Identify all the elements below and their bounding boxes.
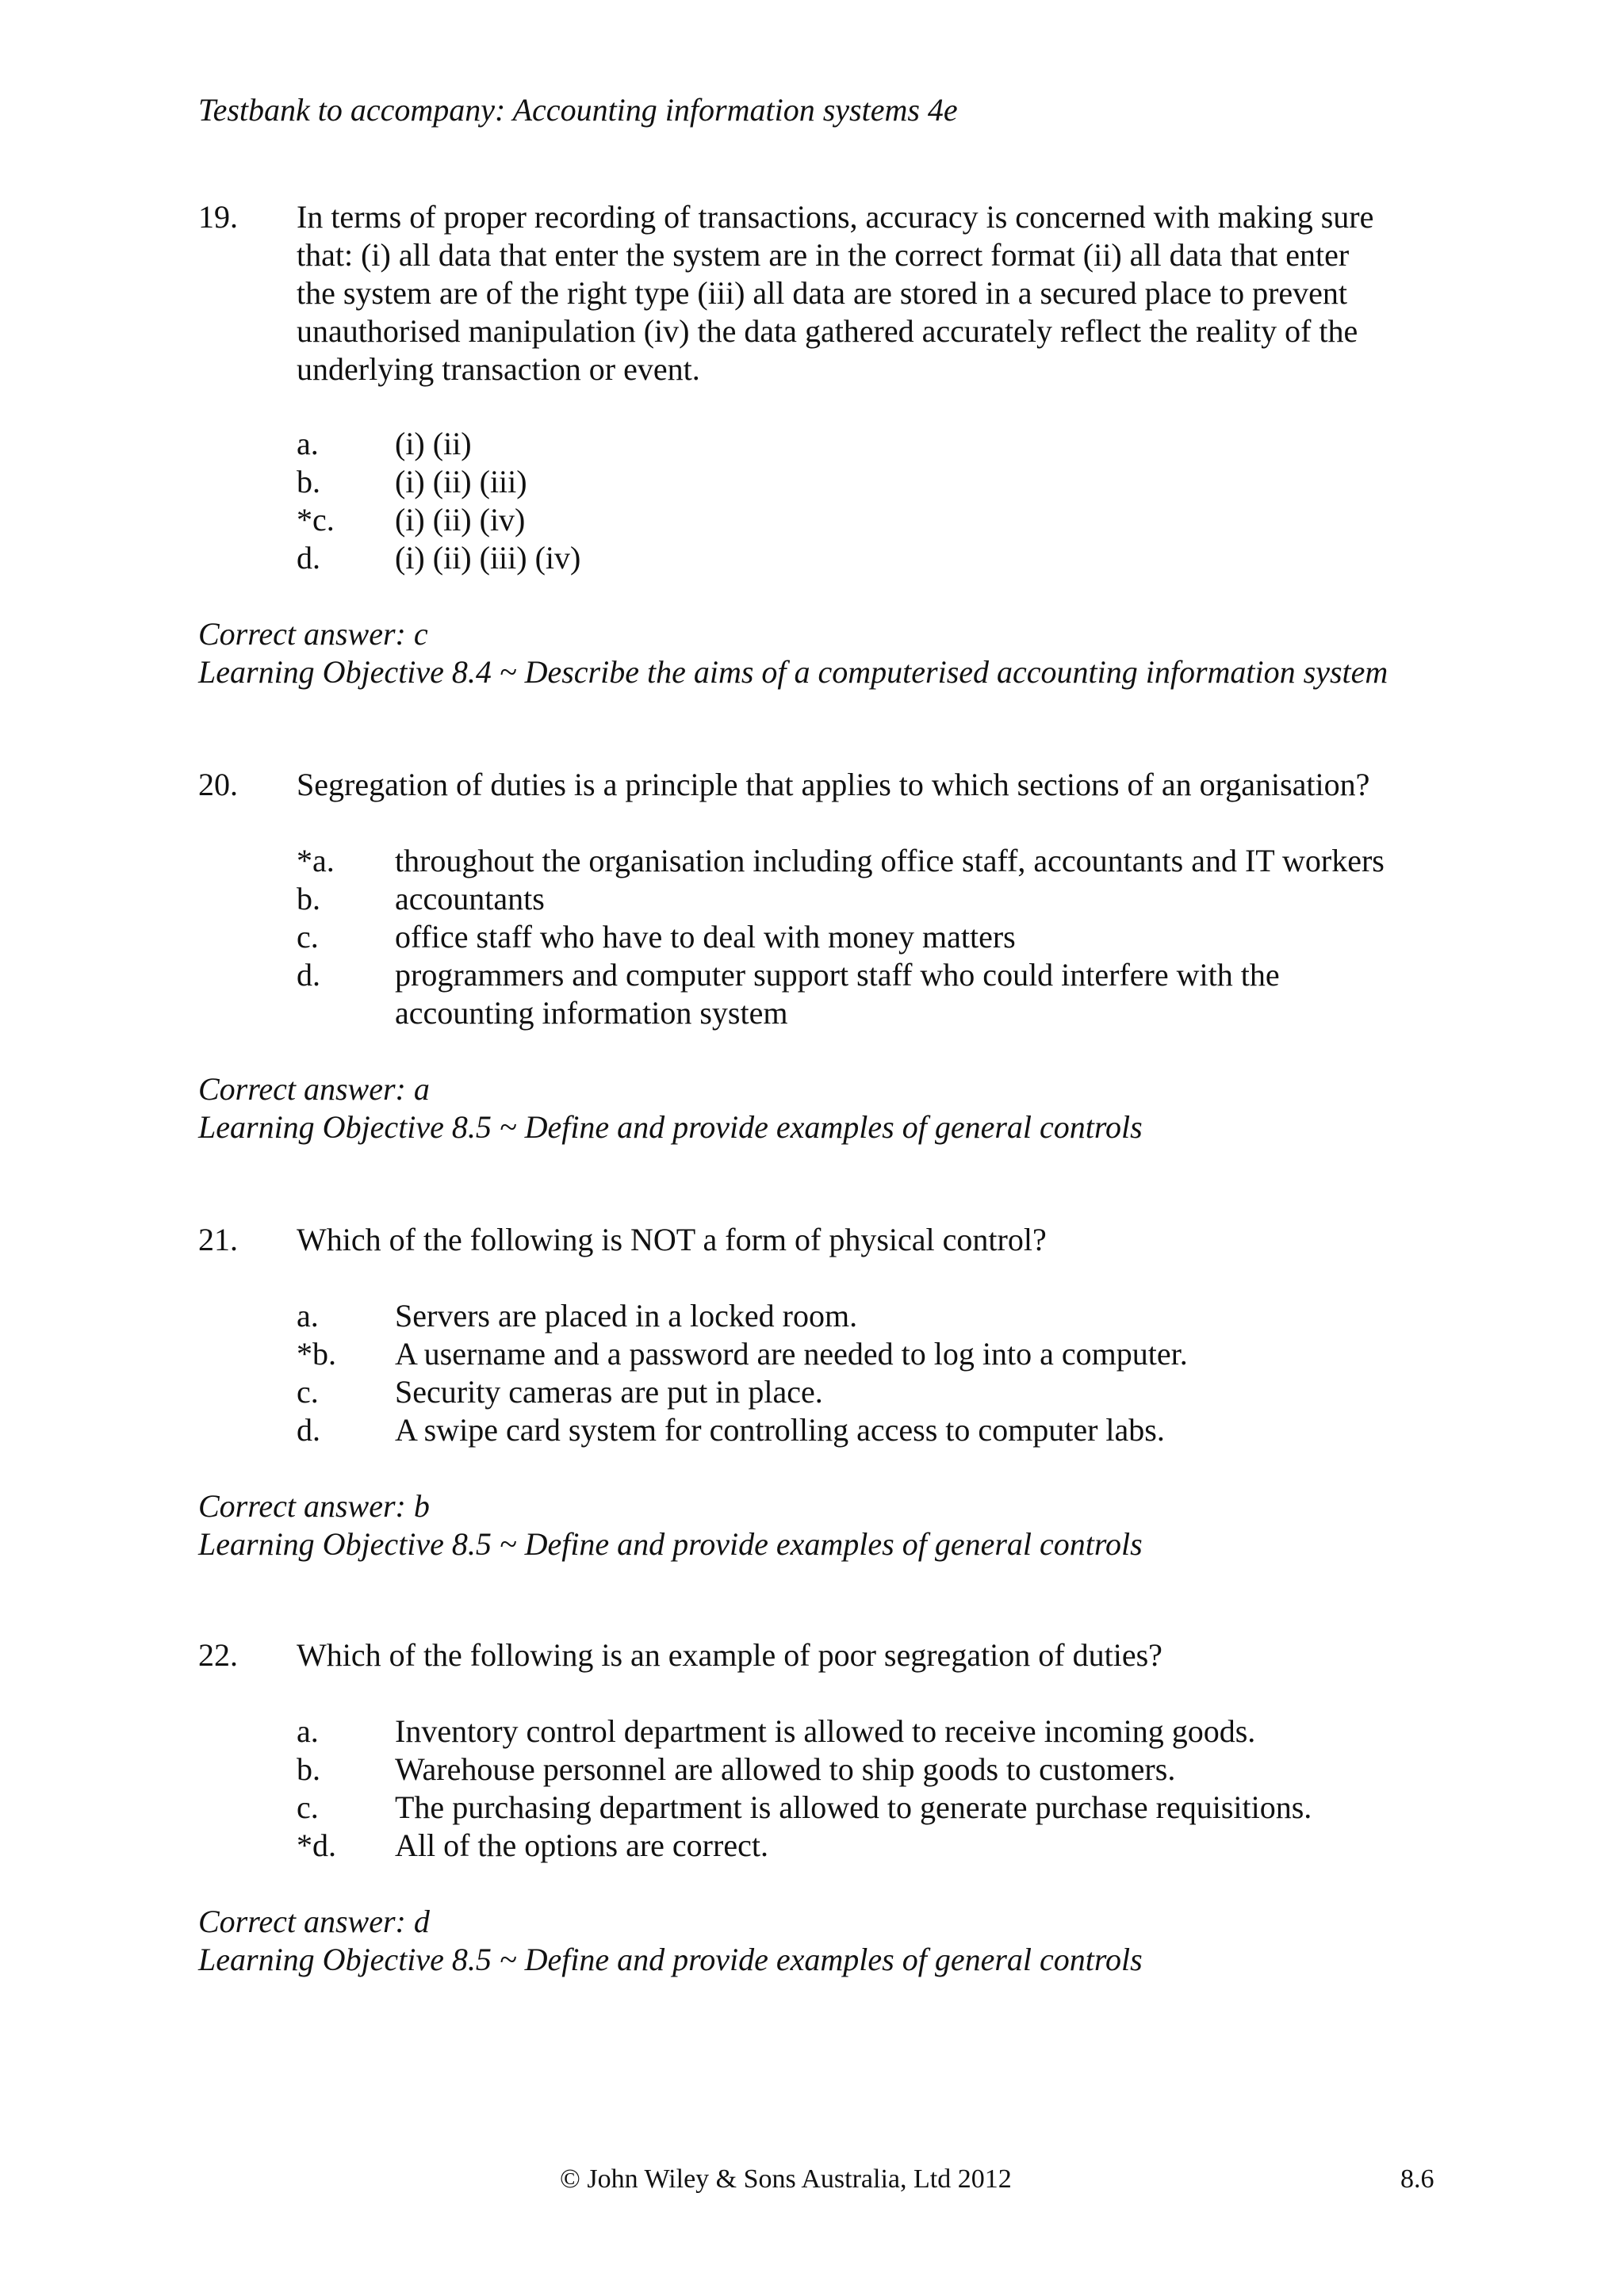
question-number: 20. — [198, 767, 238, 802]
option-label: *c. — [297, 502, 335, 538]
option-text: (i) (ii) (iv) — [395, 502, 526, 538]
option-label: *b. — [297, 1336, 336, 1372]
option-d — [297, 956, 1624, 1031]
option-a — [297, 425, 1624, 463]
correct-answer: Correct answer: b — [198, 1488, 430, 1524]
option-text: A swipe card system for controlling access to computer labs. — [395, 1412, 1165, 1448]
option-text: Security cameras are put in place. — [395, 1374, 823, 1410]
learning-objective: Learning Objective 8.5 ~ Define and provide examples of general controls — [198, 1526, 1143, 1562]
option-label: c. — [297, 1789, 319, 1825]
option-c — [297, 918, 1624, 956]
option-text: All of the options are correct. — [395, 1827, 768, 1863]
option-text: (i) (ii) — [395, 426, 472, 461]
option-b — [297, 880, 1624, 918]
option-label: c. — [297, 1374, 319, 1410]
learning-objective: Learning Objective 8.5 ~ Define and provide examples of general controls — [198, 1109, 1143, 1145]
option-label: *d. — [297, 1827, 336, 1863]
option-text: programmers and computer support staff who could interfere with the accounting information system — [395, 957, 1280, 1031]
option-label: *a. — [297, 843, 335, 878]
option-b — [297, 463, 1624, 501]
question-text: Which of the following is NOT a form of physical control? — [297, 1222, 1047, 1257]
question-number: 19. — [198, 199, 238, 235]
option-c — [297, 1789, 1624, 1827]
question-number: 22. — [198, 1637, 238, 1673]
option-c — [297, 1373, 1624, 1411]
option-text: Servers are placed in a locked room. — [395, 1298, 858, 1334]
correct-answer: Correct answer: a — [198, 1071, 430, 1107]
option-a — [297, 1712, 1624, 1751]
option-label: a. — [297, 1298, 319, 1334]
question-number: 21. — [198, 1222, 238, 1257]
option-text: (i) (ii) (iii) — [395, 464, 527, 499]
option-text: Warehouse personnel are allowed to ship goods to customers. — [395, 1751, 1176, 1787]
option-text: A username and a password are needed to log into a computer. — [395, 1336, 1188, 1372]
option-label: b. — [297, 464, 320, 499]
question-text: In terms of proper recording of transactions, accuracy is concerned with making sure that: (i) all data that enter the system are in the correct format (ii) all data that enter the system are of the right type (iii) all data are stored in a secured place to prevent unauthorised manipulation (iv) the data gathered accurately reflect the reality of the underlying transaction or event. — [297, 199, 1374, 387]
copyright-footer: © John Wiley & Sons Australia, Ltd 2012 — [560, 2164, 1012, 2194]
option-label: d. — [297, 540, 320, 576]
option-text: (i) (ii) (iii) (iv) — [395, 540, 581, 576]
option-b — [297, 1335, 1624, 1373]
option-b — [297, 1751, 1624, 1789]
question-text: Which of the following is an example of poor segregation of duties? — [297, 1637, 1162, 1673]
option-d — [297, 1411, 1624, 1449]
option-label: b. — [297, 881, 320, 916]
option-a — [297, 842, 1624, 880]
learning-objective: Learning Objective 8.5 ~ Define and provide examples of general controls — [198, 1942, 1143, 1977]
option-c — [297, 501, 1624, 539]
option-text: Inventory control department is allowed to receive incoming goods. — [395, 1713, 1256, 1749]
question-text: Segregation of duties is a principle that applies to which sections of an organisation? — [297, 767, 1370, 802]
correct-answer: Correct answer: c — [198, 616, 428, 652]
option-label: a. — [297, 1713, 319, 1749]
option-text: accountants — [395, 881, 545, 916]
correct-answer: Correct answer: d — [198, 1904, 430, 1939]
option-d — [297, 539, 1624, 577]
running-header: Testbank to accompany: Accounting information systems 4e — [198, 92, 958, 128]
option-text: throughout the organisation including office staff, accountants and IT workers — [395, 843, 1385, 878]
page-number: 8.6 — [1400, 2164, 1434, 2194]
option-label: d. — [297, 957, 320, 993]
option-label: c. — [297, 919, 319, 955]
option-label: a. — [297, 426, 319, 461]
option-label: b. — [297, 1751, 320, 1787]
option-a — [297, 1297, 1624, 1335]
option-label: d. — [297, 1412, 320, 1448]
option-text: The purchasing department is allowed to generate purchase requisitions. — [395, 1789, 1312, 1825]
learning-objective: Learning Objective 8.4 ~ Describe the aims of a computerised accounting information system — [198, 654, 1388, 690]
option-d — [297, 1827, 1624, 1865]
option-text: office staff who have to deal with money matters — [395, 919, 1016, 955]
